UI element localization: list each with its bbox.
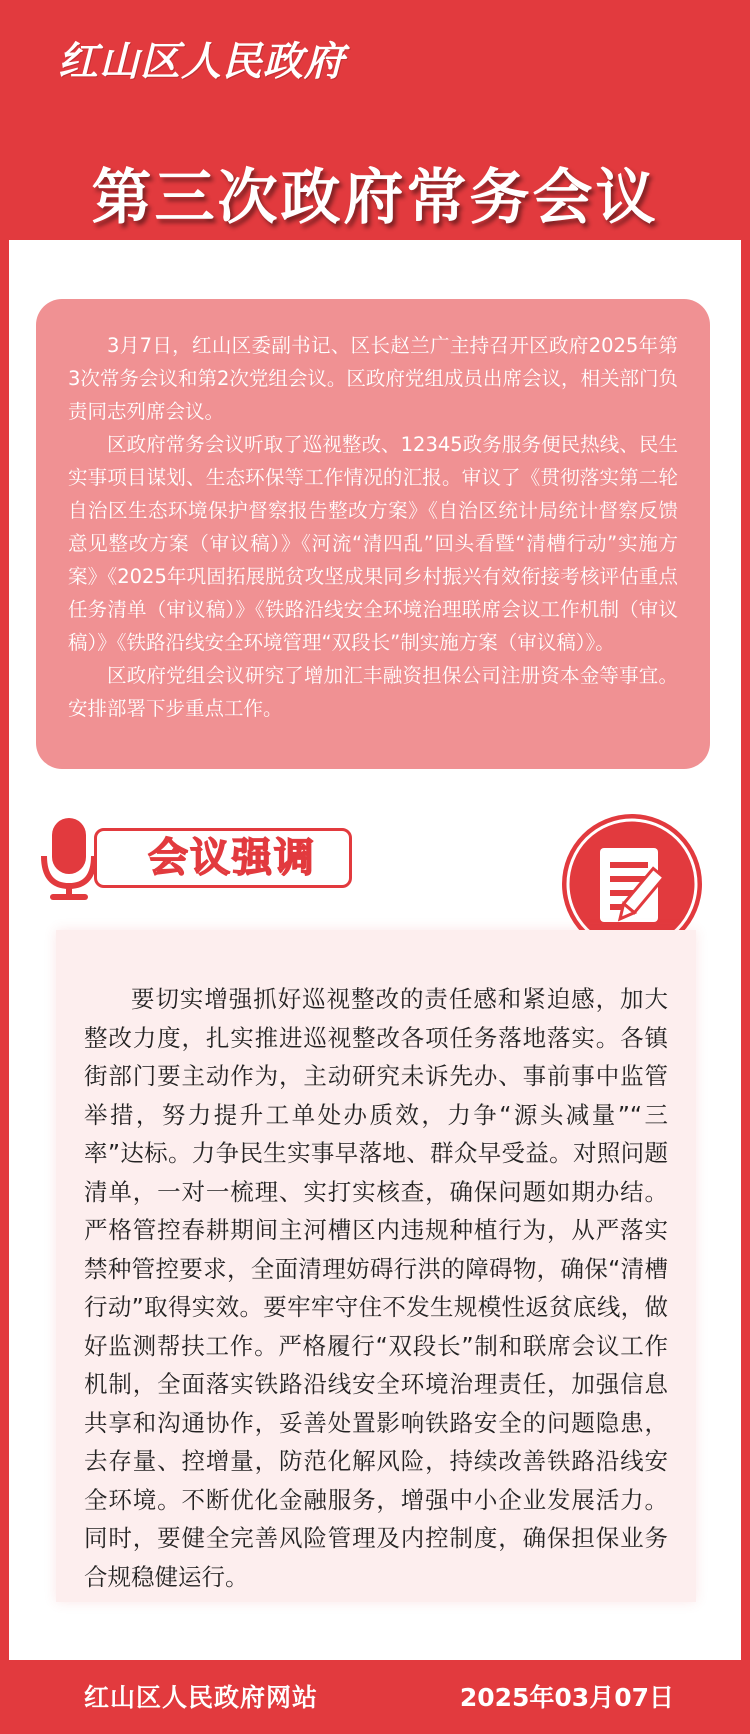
summary-paragraph: 区政府常务会议听取了巡视整改、12345政务服务便民热线、民生实事项目谋划、生态环保等工作情况的汇报。审议了《贯彻落实第二轮自治区生态环境保护督察报告整改方案》《自治区统计局统计督察反馈意见整改方案（审议稿）》《河流“清四乱”回头看暨“清槽行动”实施方案》《2025年巩固拓展脱贫攻坚成果同乡村振兴有效衔接考核评估重点任务清单（审议稿）》《铁路沿线安全环境治理联席会议工作机制（审议稿）》《铁路沿线安全环境管理“双段长”制实施方案（审议稿）》。 (68, 433, 678, 654)
left-frame-border (0, 0, 9, 1734)
meeting-summary-card (36, 299, 710, 769)
section-badge-meeting-emphasis (38, 812, 338, 902)
summary-paragraph: 3月7日，红山区委副书记、区长赵兰广主持召开区政府2025年第3次常务会议和第2次党组会议。区政府党组成员出席会议，相关部门负责同志列席会议。 (68, 334, 678, 423)
emphasis-paragraph: 要切实增强抓好巡视整改的责任感和紧迫感，加大整改力度，扎实推进巡视整改各项任务落地落实。各镇街部门要主动作为，主动研究未诉先办、事前事中监管举措，努力提升工单处办质效，力争“源头减量”“三率”达标。力争民生实事早落地、群众早受益。对照问题清单，一对一梳理、实打实核查，确保问题如期办结。严格管控春耕期间主河槽区内违规种植行为，从严落实禁种管控要求，全面清理妨碍行洪的障碍物，确保“清槽行动”取得实效。要牢牢守住不发生规模性返贫底线，做好监测帮扶工作。严格履行“双段长”制和联席会议工作机制，全面落实铁路沿线安全环境治理责任，加强信息共享和沟通协作，妥善处置影响铁路安全的问题隐患，去存量、控增量，防范化解风险，持续改善铁路沿线安全环境。不断优化金融服务，增强中小企业发展活力。同时，要健全完善风险管理及内控制度，确保担保业务合规稳健运行。 (84, 985, 668, 1591)
page-title: 第三次政府常务会议 (91, 163, 659, 233)
footer-bar (0, 1660, 750, 1734)
right-frame-border (741, 0, 750, 1734)
meeting-emphasis-card (56, 930, 696, 1602)
summary-paragraph: 区政府党组会议研究了增加汇丰融资担保公司注册资本金等事宜。安排部署下步重点工作。 (68, 664, 678, 720)
microphone-icon (38, 812, 118, 902)
section-label: 会议强调 (148, 835, 316, 881)
footer-site-name: 红山区人民政府网站 (84, 1683, 319, 1712)
footer-date: 2025年03月07日 (459, 1683, 674, 1712)
brand-logo-text: 红山区人民政府 (58, 39, 345, 85)
header-banner (0, 0, 750, 240)
